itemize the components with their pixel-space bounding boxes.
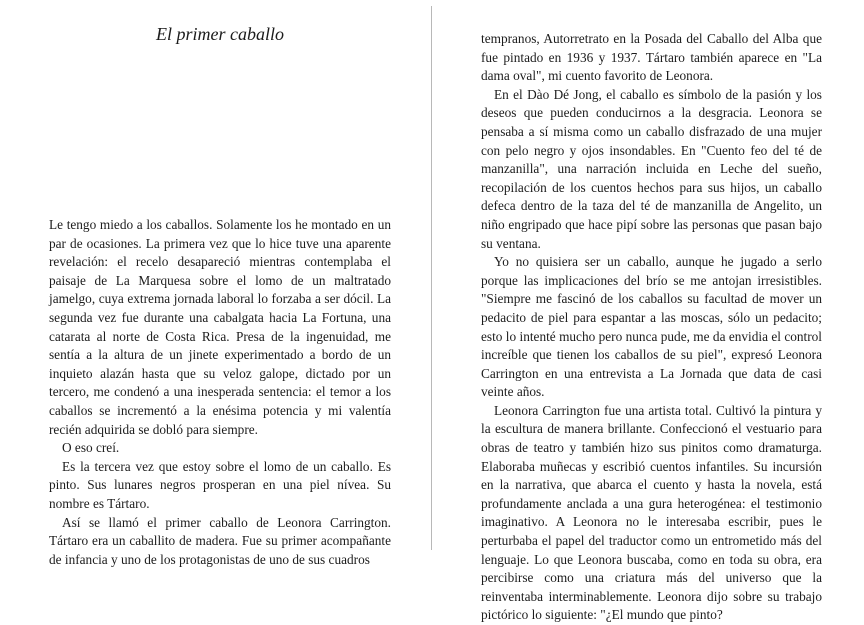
paragraph: tempranos, Autorretrato en la Posada del Caballo del Alba que fue pintado en 1936 y 1937. Tártaro también aparece en "La dama oval", mi cuento favorito de Leonora. [481, 31, 822, 84]
chapter-title: El primer caballo [156, 24, 284, 44]
paragraph: Así se llamó el primer caballo de Leonora Carrington. Tártaro era un caballito de madera. Fue su primer acompañante de infancia y uno de los protagonistas de uno de sus cuadros [49, 514, 391, 567]
paragraph: Es la tercera vez que estoy sobre el lomo de un caballo. Es pinto. Sus lunares negros prosperan en una piel nívea. Su nombre es Tártaro. [49, 458, 391, 511]
page-gutter-divider [431, 6, 432, 550]
left-page-text [49, 216, 391, 569]
paragraph: En el Dào Dé Jong, el caballo es símbolo de la pasión y los deseos que pueden conducirnos a la desgracia. Leonora se pensaba a sí misma como un caballo disfrazado de una mujer con pelo negro y ojos insondables. En "Cuento feo del té de manzanilla", una narración incluida en Leche del sueño, recopilación de los cuentos hechos para sus hijos, un caballo defeca dentro de la taza del té de manzanilla de Angelito, un niño engripado que hace pipí sobre las personas que pasan bajo su ventana. [481, 86, 822, 251]
paragraph: Yo no quisiera ser un caballo, aunque he jugado a serlo porque las implicaciones del brío se me antojan irresistibles. "Siempre me fascinó de los caballos su facultad de mover un pedacito de piel para espantar a las moscas, sólo un pedacito; esto lo intenté mucho pero nunca pude, me da envidia el control increíble que tienen los caballos de su piel", expresó Leonora Carrington en una entrevista a La Jornada que data de casi veinte años. [481, 254, 822, 400]
paragraph: Le tengo miedo a los caballos. Solamente los he montado en un par de ocasiones. La primera vez que lo hice tuve una aparente revelación: el recelo desapareció mientras contemplaba el paisaje de La Marquesa sobre el lomo de un maltratado jamelgo, cuya extrema jornada laboral lo forzaba a ser dócil. La segunda vez fue durante una cabalgata hacia La Fortuna, una catarata al norte de Costa Rica. Presa de la ingenuidad, me sentía a la altura de un jinete experimentado a bordo de un inquieto alazán hasta que su veloz galope, dictado por un tercero, me condenó a una inesperada sentencia: el temor a los caballos se incrementó a la enésima potencia y mi valentía recién adquirida se dobló para siempre. [49, 217, 391, 437]
right-page-text [481, 30, 822, 625]
left-page [0, 0, 432, 567]
paragraph: O eso creí. [62, 440, 120, 456]
paragraph: Leonora Carrington fue una artista total. Cultivó la pintura y la escultura de manera brillante. Confeccionó el vestuario para obras de teatro y también hizo sus pinitos como dramaturga. Elaboraba muñecas y escribió cuentos infantiles. Su incursión en la narrativa, que abarca el cuento y hasta la novela, está profundamente anclada a una gura heterogénea: el testimonio imaginativo. A Leonora no le interesaba escribir, pues le perturbaba el papel del traductor como un entrometido más del lenguaje. Lo que Leonora buscaba, como en toda su obra, era percibirse como una criatura más del universo que la reinventaba interminablemente. Leonora dijo sobre su trabajo pictórico lo siguiente: "¿El mundo que pinto? [481, 402, 822, 623]
